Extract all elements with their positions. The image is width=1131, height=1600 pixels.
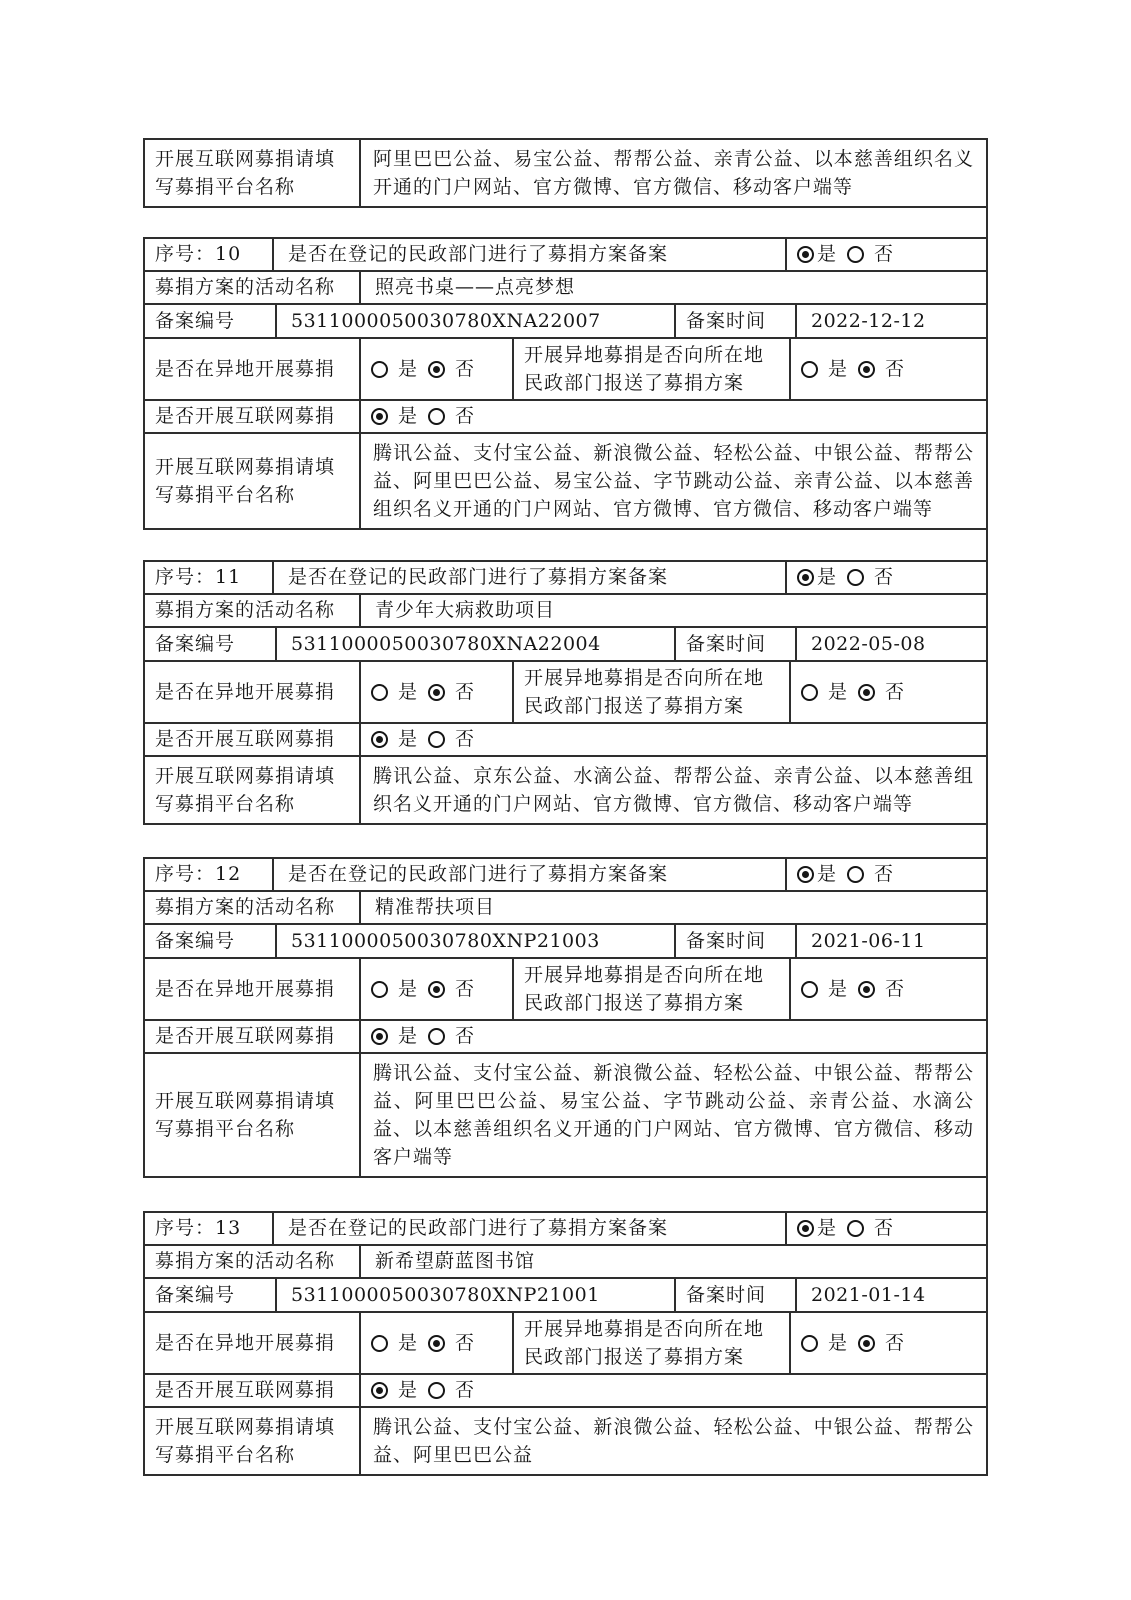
no-label: 否 (455, 405, 476, 427)
no-label: 否 (874, 863, 895, 885)
record-row (145, 626, 986, 660)
yes-label: 是 (398, 1331, 419, 1354)
record-time-value: 2022-12-12 (795, 305, 986, 337)
platform-value: 腾讯公益、支付宝公益、新浪微公益、轻松公益、中银公益、帮帮公益、阿里巴巴公益 (359, 1408, 986, 1474)
no-label: 否 (885, 357, 906, 380)
record-no-label: 备案编号 (155, 929, 236, 952)
section-table-11 (143, 560, 988, 825)
offsite-label: 是否在异地开展募捐 (155, 1331, 336, 1354)
record-no-value: 5311000050030780XNP21003 (275, 925, 674, 957)
section-table-12 (143, 857, 988, 1178)
offsite-report-radio-group (801, 1330, 905, 1357)
radio-yes[interactable] (797, 866, 814, 883)
internet-row (145, 722, 986, 755)
platform-label: 开展互联网募捐请填写募捐平台名称 (155, 148, 336, 198)
radio-no[interactable] (858, 361, 875, 378)
radio-yes[interactable] (371, 981, 388, 998)
no-label: 否 (455, 357, 476, 380)
section-spacer (143, 530, 988, 560)
filed-radio-group (797, 1215, 894, 1242)
offsite-report-radio-group (801, 976, 905, 1003)
record-time-value: 2021-06-11 (795, 925, 986, 957)
radio-no[interactable] (428, 1335, 445, 1352)
seq-label: 序号：11 (155, 566, 242, 588)
radio-yes[interactable] (801, 361, 818, 378)
platform-label: 开展互联网募捐请填写募捐平台名称 (155, 1416, 336, 1466)
internet-radio-group (371, 1377, 475, 1404)
internet-radio-group (371, 403, 475, 430)
radio-yes[interactable] (801, 684, 818, 701)
yes-label: 是 (828, 357, 849, 380)
radio-yes[interactable] (371, 731, 388, 748)
section-table-10 (143, 237, 988, 530)
radio-yes[interactable] (801, 1335, 818, 1352)
filed-question-label: 是否在登记的民政部门进行了募捐方案备案 (272, 1213, 785, 1244)
activity-name-label: 募捐方案的活动名称 (155, 276, 336, 298)
activity-name-value: 青少年大病救助项目 (359, 595, 986, 626)
radio-yes[interactable] (797, 569, 814, 586)
radio-no[interactable] (428, 1382, 445, 1399)
radio-no[interactable] (847, 246, 864, 263)
platform-value: 腾讯公益、支付宝公益、新浪微公益、轻松公益、中银公益、帮帮公益、阿里巴巴公益、易宝公益、字节跳动公益、亲青公益、水滴公益、以本慈善组织名义开通的门户网站、官方微博、官方微信、移动客户端等 (359, 1054, 986, 1176)
record-no-value: 5311000050030780XNA22004 (275, 628, 674, 660)
radio-no[interactable] (428, 361, 445, 378)
record-no-label: 备案编号 (155, 1283, 236, 1306)
radio-yes[interactable] (797, 1220, 814, 1237)
yes-label: 是 (398, 1025, 419, 1047)
offsite-row (145, 337, 986, 399)
internet-radio-group (371, 726, 475, 753)
no-label: 否 (885, 680, 906, 703)
seq-label: 序号：10 (155, 243, 242, 265)
filed-question-label: 是否在登记的民政部门进行了募捐方案备案 (272, 239, 785, 270)
section-spacer (143, 208, 988, 237)
platform-row (145, 755, 986, 823)
internet-label: 是否开展互联网募捐 (155, 728, 336, 750)
yes-label: 是 (398, 680, 419, 703)
radio-yes[interactable] (801, 981, 818, 998)
yes-label: 是 (398, 977, 419, 1000)
radio-yes[interactable] (371, 361, 388, 378)
record-time-label: 备案时间 (674, 925, 795, 957)
platform-value: 阿里巴巴公益、易宝公益、帮帮公益、亲青公益、以本慈善组织名义开通的门户网站、官方微博、官方微信、移动客户端等 (359, 140, 986, 206)
yes-label: 是 (817, 1217, 838, 1239)
platform-row (145, 140, 986, 206)
internet-radio-group (371, 1023, 475, 1050)
radio-yes[interactable] (797, 246, 814, 263)
internet-row (145, 1373, 986, 1406)
internet-label: 是否开展互联网募捐 (155, 1025, 336, 1047)
offsite-radio-group (371, 976, 475, 1003)
platform-label: 开展互联网募捐请填写募捐平台名称 (155, 765, 336, 815)
no-label: 否 (885, 977, 906, 1000)
offsite-report-label: 开展异地募捐是否向所在地民政部门报送了募捐方案 (512, 959, 789, 1019)
internet-row (145, 399, 986, 432)
activity-name-label: 募捐方案的活动名称 (155, 896, 336, 918)
filed-radio-group (797, 861, 894, 888)
record-row (145, 1277, 986, 1311)
yes-label: 是 (828, 1331, 849, 1354)
section-spacer (143, 825, 988, 857)
radio-no[interactable] (858, 1335, 875, 1352)
record-time-value: 2022-05-08 (795, 628, 986, 660)
offsite-radio-group (371, 356, 475, 383)
offsite-report-label: 开展异地募捐是否向所在地民政部门报送了募捐方案 (512, 339, 789, 399)
section-spacer (143, 1178, 988, 1211)
record-time-label: 备案时间 (674, 1279, 795, 1311)
no-label: 否 (455, 977, 476, 1000)
offsite-label: 是否在异地开展募捐 (155, 977, 336, 1000)
yes-label: 是 (398, 357, 419, 380)
no-label: 否 (455, 1379, 476, 1401)
radio-yes[interactable] (371, 1335, 388, 1352)
yes-label: 是 (817, 243, 838, 265)
radio-no[interactable] (428, 981, 445, 998)
record-no-label: 备案编号 (155, 632, 236, 655)
offsite-label: 是否在异地开展募捐 (155, 680, 336, 703)
internet-label: 是否开展互联网募捐 (155, 405, 336, 427)
yes-label: 是 (817, 566, 838, 588)
offsite-report-radio-group (801, 356, 905, 383)
offsite-radio-group (371, 1330, 475, 1357)
radio-no[interactable] (428, 1028, 445, 1045)
radio-no[interactable] (847, 866, 864, 883)
offsite-radio-group (371, 679, 475, 706)
no-label: 否 (455, 1331, 476, 1354)
yes-label: 是 (398, 405, 419, 427)
yes-label: 是 (817, 863, 838, 885)
yes-label: 是 (398, 728, 419, 750)
record-no-value: 5311000050030780XNA22007 (275, 305, 674, 337)
seq-row (145, 239, 986, 270)
activity-name-value: 精准帮扶项目 (359, 892, 986, 923)
activity-name-row (145, 890, 986, 923)
activity-name-row (145, 270, 986, 303)
no-label: 否 (455, 680, 476, 703)
radio-no[interactable] (858, 981, 875, 998)
activity-name-label: 募捐方案的活动名称 (155, 1250, 336, 1272)
seq-label: 序号：13 (155, 1217, 242, 1239)
activity-name-label: 募捐方案的活动名称 (155, 599, 336, 621)
platform-row (145, 1052, 986, 1176)
offsite-row (145, 660, 986, 722)
record-time-value: 2021-01-14 (795, 1279, 986, 1311)
platform-label: 开展互联网募捐请填写募捐平台名称 (155, 456, 336, 506)
radio-yes[interactable] (371, 408, 388, 425)
seq-row (145, 1213, 986, 1244)
seq-label: 序号：12 (155, 863, 242, 885)
filed-question-label: 是否在登记的民政部门进行了募捐方案备案 (272, 562, 785, 593)
record-time-label: 备案时间 (674, 305, 795, 337)
platform-value: 腾讯公益、京东公益、水滴公益、帮帮公益、亲青公益、以本慈善组织名义开通的门户网站、官方微博、官方微信、移动客户端等 (359, 757, 986, 823)
platform-row (145, 1406, 986, 1474)
radio-no[interactable] (428, 408, 445, 425)
section-table-13 (143, 1211, 988, 1476)
no-label: 否 (874, 566, 895, 588)
offsite-row (145, 957, 986, 1019)
radio-yes[interactable] (371, 1028, 388, 1045)
record-row (145, 303, 986, 337)
offsite-row (145, 1311, 986, 1373)
offsite-report-label: 开展异地募捐是否向所在地民政部门报送了募捐方案 (512, 1313, 789, 1373)
radio-no[interactable] (847, 569, 864, 586)
record-time-label: 备案时间 (674, 628, 795, 660)
no-label: 否 (874, 243, 895, 265)
no-label: 否 (455, 1025, 476, 1047)
no-label: 否 (455, 728, 476, 750)
platform-label: 开展互联网募捐请填写募捐平台名称 (155, 1090, 336, 1140)
seq-row (145, 562, 986, 593)
radio-yes[interactable] (371, 684, 388, 701)
offsite-report-radio-group (801, 679, 905, 706)
record-row (145, 923, 986, 957)
record-no-value: 5311000050030780XNP21001 (275, 1279, 674, 1311)
no-label: 否 (885, 1331, 906, 1354)
activity-name-row (145, 593, 986, 626)
platform-row (145, 432, 986, 528)
activity-name-row (145, 1244, 986, 1277)
filed-radio-group (797, 241, 894, 268)
no-label: 否 (874, 1217, 895, 1239)
seq-row (145, 859, 986, 890)
record-no-label: 备案编号 (155, 309, 236, 332)
filed-radio-group (797, 564, 894, 591)
platform-value: 腾讯公益、支付宝公益、新浪微公益、轻松公益、中银公益、帮帮公益、阿里巴巴公益、易宝公益、字节跳动公益、亲青公益、以本慈善组织名义开通的门户网站、官方微博、官方微信、移动客户端等 (359, 434, 986, 528)
filed-question-label: 是否在登记的民政部门进行了募捐方案备案 (272, 859, 785, 890)
activity-name-value: 新希望蔚蓝图书馆 (359, 1246, 986, 1277)
radio-no[interactable] (428, 684, 445, 701)
radio-yes[interactable] (371, 1382, 388, 1399)
yes-label: 是 (828, 680, 849, 703)
radio-no[interactable] (847, 1220, 864, 1237)
activity-name-value: 照亮书桌——点亮梦想 (359, 272, 986, 303)
yes-label: 是 (828, 977, 849, 1000)
internet-label: 是否开展互联网募捐 (155, 1379, 336, 1401)
report-form (143, 138, 988, 1476)
yes-label: 是 (398, 1379, 419, 1401)
section-table-leading (143, 138, 988, 208)
radio-no[interactable] (858, 684, 875, 701)
offsite-report-label: 开展异地募捐是否向所在地民政部门报送了募捐方案 (512, 662, 789, 722)
radio-no[interactable] (428, 731, 445, 748)
internet-row (145, 1019, 986, 1052)
offsite-label: 是否在异地开展募捐 (155, 357, 336, 380)
